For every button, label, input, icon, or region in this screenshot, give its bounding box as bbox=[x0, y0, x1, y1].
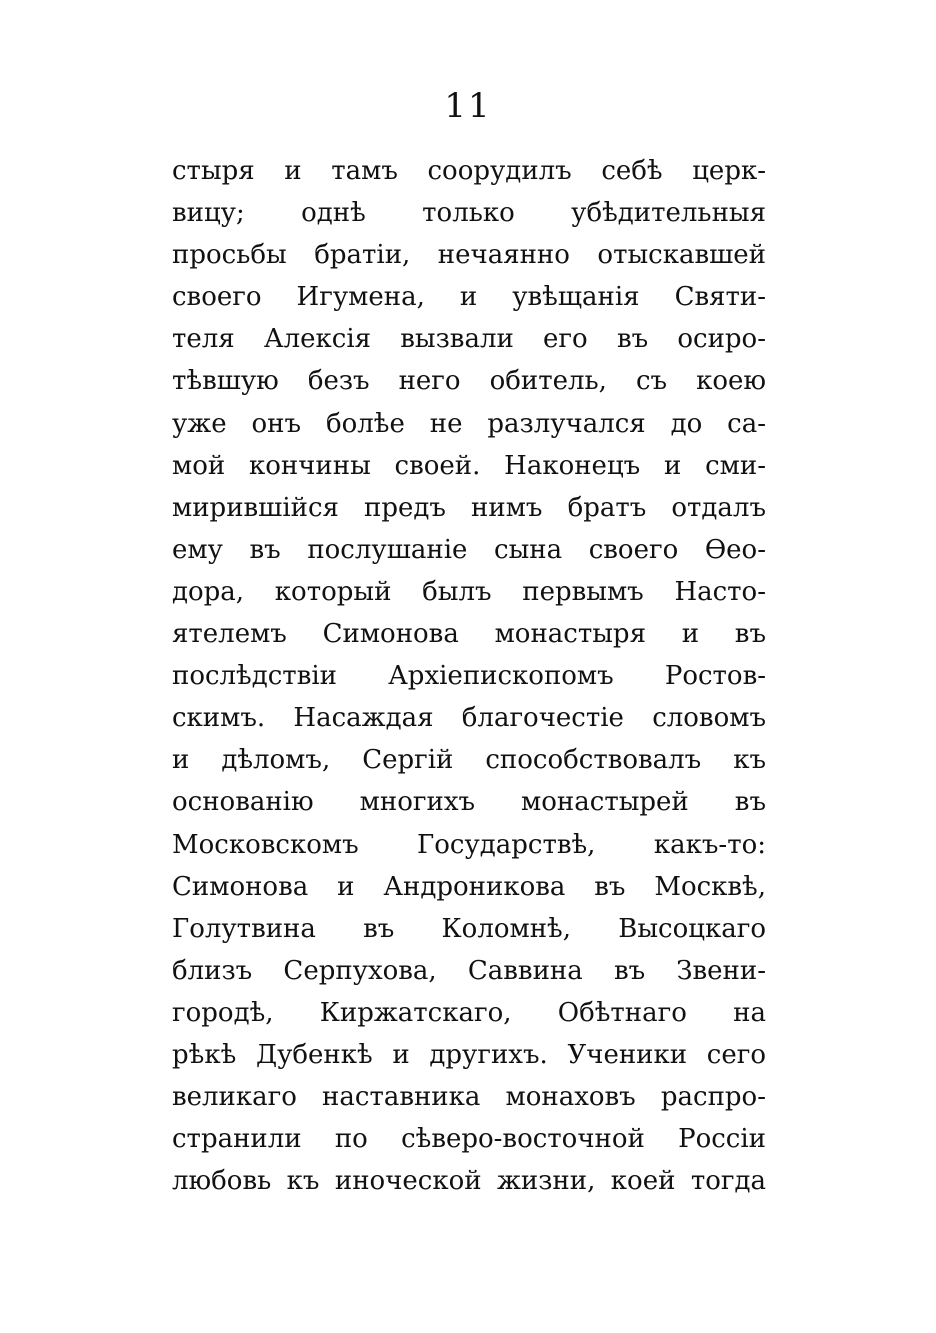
text-line: вицу; однѣ только убѣдительныя bbox=[172, 198, 766, 229]
text-line: рѣкѣ Дубенкѣ и другихъ. Ученики сего bbox=[172, 1039, 766, 1070]
text-line: стыря и тамъ соорудилъ себѣ церк- bbox=[172, 156, 766, 186]
text-line: мой кончины своей. Наконецъ и сми- bbox=[172, 450, 766, 481]
page-number: 11 bbox=[444, 86, 492, 126]
text-line: и дѣломъ, Сергій способствовалъ къ bbox=[172, 745, 766, 776]
text-line: Московскомъ Государствѣ, какъ-то: bbox=[172, 829, 766, 860]
text-line: ему въ послушаніе сына своего Ѳео- bbox=[172, 534, 766, 565]
text-line: тѣвшую безъ него обитель, съ коею bbox=[172, 366, 766, 397]
text-line: городѣ, Киржатскаго, Обѣтнаго на bbox=[172, 997, 766, 1028]
text-line: великаго наставника монаховъ распро- bbox=[172, 1082, 766, 1113]
text-line: теля Алексія вызвали его въ осиро- bbox=[172, 324, 766, 355]
text-line: близъ Серпухова, Саввина въ Звени- bbox=[172, 955, 766, 986]
text-line: скимъ. Насаждая благочестіе словомъ bbox=[172, 703, 766, 734]
text-line: основанію многихъ монастырей въ bbox=[172, 787, 766, 818]
text-line: мирившійся предъ нимъ братъ отдалъ bbox=[172, 492, 766, 523]
text-line: Голутвина въ Коломнѣ, Высоцкаго bbox=[172, 913, 766, 944]
body-text bbox=[172, 150, 766, 1202]
text-line: странили по сѣверо-восточной Россіи bbox=[172, 1124, 766, 1155]
text-line: дора, который былъ первымъ Насто- bbox=[172, 576, 766, 607]
text-line: послѣдствіи Архіепископомъ Ростов- bbox=[172, 661, 766, 692]
text-line: просьбы братіи, нечаянно отыскавшей bbox=[172, 240, 766, 271]
text-line: своего Игумена, и увѣщанія Святи- bbox=[172, 282, 766, 313]
text-line: ятелемъ Симонова монастыря и въ bbox=[172, 619, 766, 650]
text-line: уже онъ болѣе не разлучался до са- bbox=[172, 408, 766, 439]
text-line: любовь къ иноческой жизни, коей тогда bbox=[172, 1166, 766, 1197]
text-line: Симонова и Андроникова въ Москвѣ, bbox=[172, 871, 766, 902]
